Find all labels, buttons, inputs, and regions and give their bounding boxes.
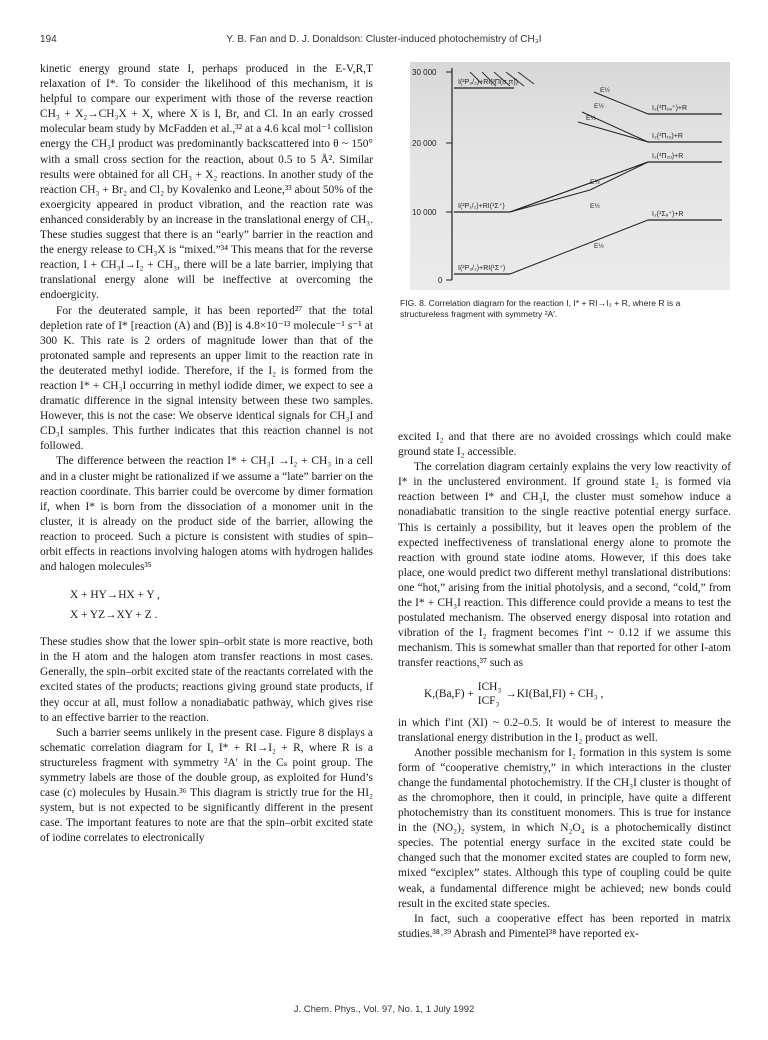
symmetry-label: E½ (586, 115, 596, 122)
paragraph: excited I₂ and that there are no avoided crossings which could make ground state I₂ accessible. (398, 431, 731, 459)
y-tick-label: 20 000 (412, 139, 437, 148)
y-tick-label: 30 000 (412, 68, 437, 77)
equation-bottom: ICF₃ (477, 694, 500, 707)
page-header (40, 34, 728, 50)
equation-block (70, 585, 373, 625)
correlation-diagram (410, 62, 730, 290)
left-column (40, 62, 373, 847)
left-state-label: I(²P₃/₂)+RI(³Π(σ,π)) (458, 79, 519, 86)
paragraph: The correlation diagram certainly explains the very low reactivity of I* in the unclustered environment. If ground state I₂ is formed via reaction between I* and CH₃I, the cluster must somehow induce a nonadiabatic transition to the single reactive potential energy surface. This is certainly a possibility, but it leaves open the problem of the expected ineffectiveness of translational energy alone to promote the reaction with ground state iodine atoms. However, if this does take place, one would predict two different methyl translational distributions: one “hot,” arising from the initial photolysis, and a second, “cold,” from the I* + CH₃I reaction. This difference could provide a means to test the postulated mechanism. The observed energy disposal into rotation and vibration of the I₂ fragment becomes f′int ~ 0.12 if we assume this mechanism. This is somewhat smaller than that reported for other I-atom transfer reactions,³⁷ such as (398, 461, 731, 670)
running-title: Y. B. Fan and D. J. Donaldson: Cluster-induced photochemistry of CH₃I (226, 34, 542, 45)
equation-rhs: →KI(BaI,FI) + CH₃ , (505, 687, 604, 700)
right-state-label: I₂(³Π₀ₔ⁺)+R (652, 105, 688, 112)
left-state-label: I(²P₁/₂)+RI(¹Σ⁺) (458, 203, 505, 210)
symmetry-label: E½ (590, 203, 600, 210)
equation-fraction (478, 680, 502, 708)
equation-block (424, 680, 731, 708)
figure-8 (398, 62, 731, 320)
left-state-label: I(²P₃/₂)+RI(¹Σ⁺) (458, 265, 506, 272)
right-state-label: I₂(³Π₁ᵤ)+R (652, 133, 683, 140)
paragraph: kinetic energy ground state I, perhaps produced in the E-V,R,T relaxation of I*. To consider the likelihood of this mechanism, it is helpful to compare our experiment with those of the reverse reaction CH₃ + X₂→CH₃X + X, where X is I, Br, and Cl. In an early crossed molecular beam study by McFadden et al.,³² at a 4.6 kcal mol⁻¹ collision energy the CH₃I product was predominantly backscattered into θ ~ 150° with a small cross section for the reaction, about 0.5 to 5 Å². Similar results were obtained for all CH₃ + X₂ reactions. In another study of the reaction CH₃ + Br₂ and Cl₂ by Kovalenko and Leone,³³ about 50% of the exoergicity appeared in product vibration, and the reaction rate was enhanced considerably by an increase in the translational energy of CH₃. These studies suggest that there is an “early” barrier in the reaction and the energy release to CH₃X is “mixed.”³⁴ This means that for the reverse reaction, I + CH₃I→I₂ + CH₃, there will be a late barrier, implying that translational energy alone will be ineffective at overcoming the endoergicity. (40, 63, 373, 302)
equation-lhs: K,(Ba,F) + (424, 687, 474, 700)
symmetry-label: E½ (594, 243, 604, 250)
page-number: 194 (40, 34, 57, 45)
symmetry-label: E½ (600, 87, 610, 94)
paragraph: Another possible mechanism for I₂ formation in this system is some form of “cooperative chemistry,” in which interactions in the cluster change the fundamental photochemistry. If the CH₃I cluster is thought of as the chromophore, then it could, in principle, have quite a different photochemistry than its constituent monomers. This is true for instance in the (NO₂)₂ system, in which N₂O₄ is a photochemically distinct species. The potential energy surface in the excited state could be changed such that the monomer excited states are coupled to form new, mixed “exciplex” states. Although this type of coupling could be quite weak, a fundamental difference might be achieved; new bonds could result in the excited state species. (398, 746, 731, 910)
paragraph: In fact, such a cooperative effect has been reported in matrix studies.³⁸˒³⁹ Abrash and Pimentel³⁸ have reported ex- (398, 912, 731, 940)
page-footer: J. Chem. Phys., Vol. 97, No. 1, 1 July 1992 (293, 1004, 475, 1015)
figure-caption: FIG. 8. Correlation diagram for the reaction I, I* + RI→I₂ + R, where R is a structureless fragment with symmetry ²A′. (400, 298, 681, 319)
paragraph: in which f′int (XI) ~ 0.2–0.5. It would be of interest to measure the translational energy distribution in the I₂ product as well. (398, 716, 731, 744)
symmetry-label: E½ (594, 103, 604, 110)
paragraph: Such a barrier seems unlikely in the present case. Figure 8 displays a schematic correlation diagram for I, I* + RI→I₂ + R, where R is a structureless fragment with symmetry ²A′ in the Cₛ point group. The symmetry labels are those of the double group, as exploited for Hund’s case (c) molecules by Husain.³⁶ This diagram is strictly true for the HI₂ system, but is not expected to be significantly different in the present case. The important features to note are that the spin–orbit excited state of iodine correlates to electronically (40, 726, 373, 845)
equation-top: ICH₃ (477, 680, 502, 693)
equation: X + YZ→XY + Z . (70, 609, 158, 622)
symmetry-label: E½ (590, 179, 600, 186)
y-tick-label: 0 (438, 276, 443, 285)
right-state-label: I₂(³Π₂ᵤ)+R (652, 153, 684, 160)
right-state-label: I₂(¹Σₔ⁺)+R (652, 211, 684, 218)
paragraph: The difference between the reaction I* + CH₃I →I₂ + CH₃ in a cell and in a cluster might be rationalized if we assume a “late” barrier on the reaction coordinate. This barrier could be overcome by dimer formation if, when I* is born from the dissociation of a monomer unit in the cluster, it is already on the product side of the barrier, allowing the reaction to proceed. Such a picture is consistent with studies of spin–orbit effects in reactions involving halogen atoms with hydrogen halides and halogen molecules³⁵ (40, 455, 373, 574)
y-tick-label: 10 000 (412, 208, 437, 217)
paragraph: For the deuterated sample, it has been reported²⁷ that the total depletion rate of I* [reaction (A) and (B)] is 4.8×10⁻¹³ molecule⁻¹ s⁻¹ at 300 K. This rate is 2 orders of magnitude lower than that of the protonated sample and represents an upper limit to the reaction rate in the deuterated methyl iodide. Therefore, if the I₂ is formed from the reaction I* + CH₃I occurring in methyl iodide dimer, we expect to see a dramatic difference in the signal intensity between these two samples. However, this is not the case: We observe identical signals for CH₃I and CD₃I samples. This further indicates that this reaction channel is not followed. (40, 304, 373, 453)
paragraph: These studies show that the lower spin–orbit state is more reactive, both in the H atom and the halogen atom transfer reactions in most cases. Generally, the spin–orbit excited state of the reactants correlated with the excited states of the products; reactions giving ground state products, if they occur at all, must follow a nonadiabatic pathway, which gives rise to an effective barrier to the reaction. (40, 636, 373, 724)
equation: X + HY→HX + Y , (70, 589, 160, 602)
right-column (398, 430, 731, 942)
